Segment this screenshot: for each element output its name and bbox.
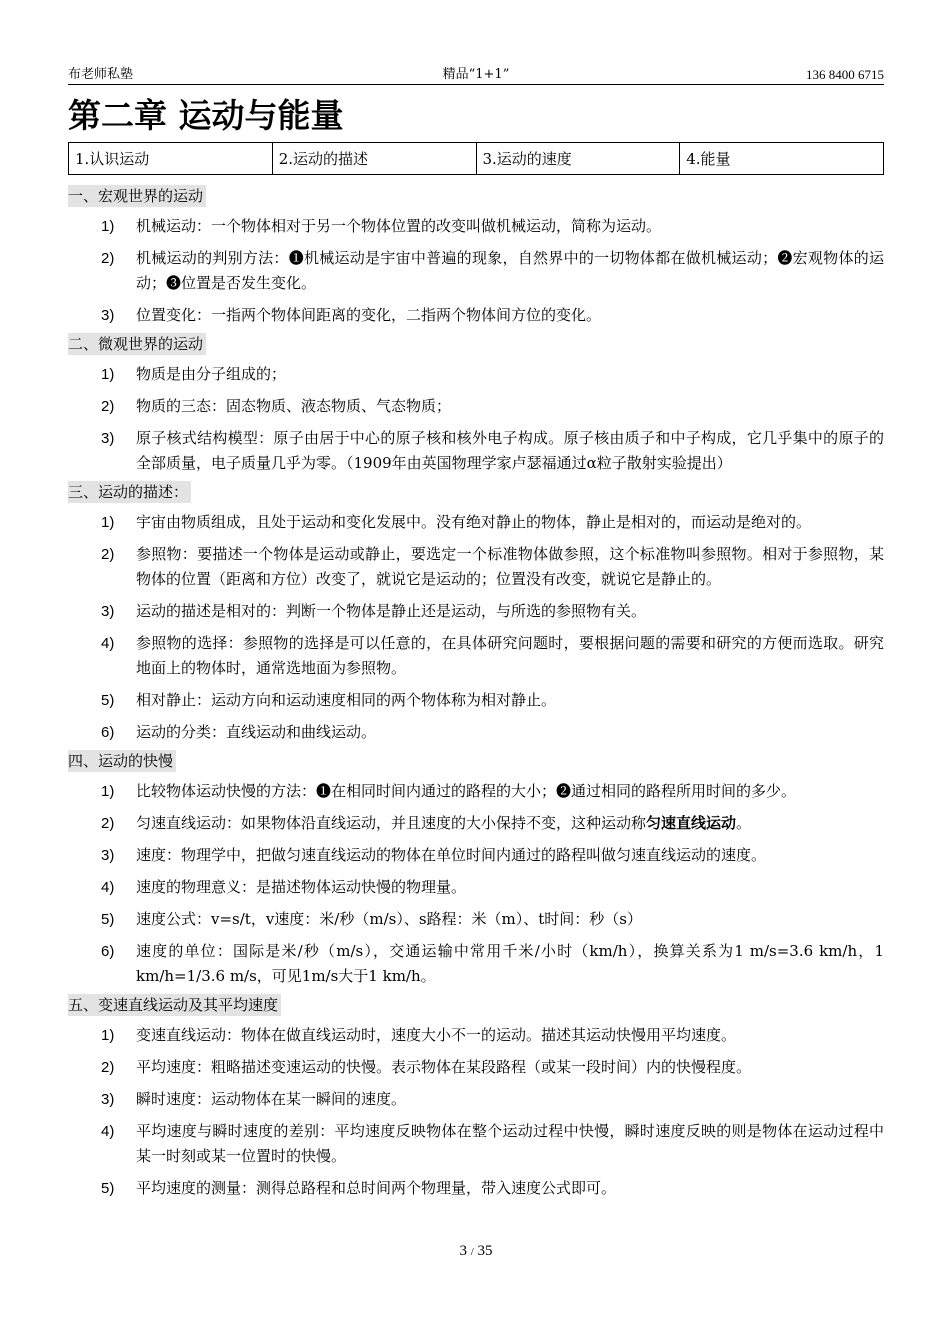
list-item [68,1119,884,1169]
section-heading: 五、变速直线运动及其平均速度 [68,994,281,1016]
item-number: 1) [101,1027,115,1044]
section-heading: 一、宏观世界的运动 [68,185,206,207]
item-number: 5) [101,1180,115,1197]
page-header [68,66,884,85]
toc-cell: 2.运动的描述 [272,143,476,175]
header-left: 布老师私塾 [68,67,134,82]
item-number: 4) [101,635,115,652]
list-item [68,631,884,681]
page-footer [68,1243,884,1260]
toc-cell: 4.能量 [680,143,884,175]
item-text: 速度：物理学中，把做匀速直线运动的物体在单位时间内通过的路程叫做匀速直线运动的速度。 [136,846,767,864]
list-item [68,426,884,476]
item-text: 速度的单位：国际是米/秒（m/s），交通运输中常用千米/小时（km/h），换算关系为1 m/s=3.6 km/h，1 km/h=1/3.6 m/s，可见1m/s大于1 km/h。 [136,942,884,985]
list-item [68,362,884,387]
page-separator: / [470,1246,474,1258]
section-heading: 二、微观世界的运动 [68,333,206,355]
item-number: 1) [101,218,115,235]
list-item [68,303,884,328]
list-item [68,510,884,535]
list-item [68,214,884,239]
bold-term: 匀速直线运动 [646,814,737,832]
item-text: 参照物的选择：参照物的选择是可以任意的，在具体研究问题时，要根据问题的需要和研究的方便而选取。研究地面上的物体时，通常选地面为参照物。 [136,634,884,677]
item-number: 1) [101,514,115,531]
item-number: 2) [101,815,115,832]
item-text-tail: 。 [736,814,752,832]
list-item [68,688,884,713]
item-text: 位置变化：一指两个物体间距离的变化，二指两个物体间方位的变化。 [136,306,602,324]
item-list [68,510,884,745]
item-text: 机械运动：一个物体相对于另一个物体位置的改变叫做机械运动，简称为运动。 [136,217,662,235]
chapter-toc-table [68,142,884,175]
item-number: 3) [101,603,115,620]
item-number: 3) [101,307,115,324]
page-number: 3 [459,1243,467,1259]
item-number: 3) [101,430,115,447]
item-number: 5) [101,692,115,709]
item-number: 2) [101,1059,115,1076]
header-center: 精品“1+1” [442,67,510,82]
list-item [68,907,884,932]
item-text: 宇宙由物质组成，且处于运动和变化发展中。没有绝对静止的物体，静止是相对的，而运动是绝对的。 [136,513,812,531]
item-text: 匀速直线运动：如果物体沿直线运动，并且速度的大小保持不变，这种运动称 [136,814,647,832]
item-text: 速度公式：v=s/t，v速度：米/秒（m/s）、s路程：米（m）、t时间：秒（s） [136,910,642,928]
list-item [68,599,884,624]
item-text: 瞬时速度：运动物体在某一瞬间的速度。 [136,1090,407,1108]
item-number: 3) [101,847,115,864]
item-text: 平均速度与瞬时速度的差别：平均速度反映物体在整个运动过程中快慢，瞬时速度反映的则是物体在运动过程中某一时刻或某一位置时的快慢。 [136,1122,884,1165]
list-item [68,394,884,419]
item-number: 2) [101,398,115,415]
list-item [68,542,884,592]
item-text: 运动的描述是相对的：判断一个物体是静止还是运动，与所选的参照物有关。 [136,602,647,620]
item-number: 4) [101,879,115,896]
item-text: 相对静止：运动方向和运动速度相同的两个物体称为相对静止。 [136,691,557,709]
item-text: 机械运动的判别方法：❶机械运动是宇宙中普遍的现象，自然界中的一切物体都在做机械运动；❷宏观物体的运动；❸位置是否发生变化。 [136,249,884,292]
item-number: 5) [101,911,115,928]
list-item [68,1176,884,1201]
item-number: 4) [101,1123,115,1140]
list-item [68,1055,884,1080]
item-text: 参照物：要描述一个物体是运动或静止，要选定一个标准物体做参照，这个标准物叫参照物。相对于参照物，某物体的位置（距离和方位）改变了，就说它是运动的；位置没有改变，就说它是静止的。 [136,545,884,588]
toc-cell: 3.运动的速度 [476,143,680,175]
list-item [68,720,884,745]
item-number: 6) [101,943,115,960]
list-item [68,875,884,900]
item-text: 变速直线运动：物体在做直线运动时，速度大小不一的运动。描述其运动快慢用平均速度。 [136,1026,737,1044]
item-list [68,362,884,476]
item-number: 1) [101,783,115,800]
item-text: 平均速度的测量：测得总路程和总时间两个物理量，带入速度公式即可。 [136,1179,617,1197]
item-number: 2) [101,546,115,563]
item-text: 速度的物理意义：是描述物体运动快慢的物理量。 [136,878,467,896]
item-number: 3) [101,1091,115,1108]
item-text: 原子核式结构模型：原子由居于中心的原子核和核外电子构成。原子核由质子和中子构成，它几乎集中的原子的全部质量，电子质量几乎为零。（1909年由英国物理学家卢瑟福通过α粒子散射实验提出） [136,429,884,472]
item-number: 2) [101,250,115,267]
chapter-title: 第二章 运动与能量 [68,96,344,135]
item-number: 6) [101,724,115,741]
item-text: 平均速度：粗略描述变速运动的快慢。表示物体在某段路程（或某一段时间）内的快慢程度。 [136,1058,752,1076]
content [68,180,884,1201]
list-item [68,939,884,989]
list-item [68,843,884,868]
item-list [68,1023,884,1201]
item-text: 物质的三态：固态物质、液态物质、气态物质； [136,397,452,415]
list-item [68,1087,884,1112]
item-list [68,779,884,989]
toc-cell: 1.认识运动 [69,143,273,175]
list-item [68,779,884,804]
item-text: 比较物体运动快慢的方法：❶在相同时间内通过的路程的大小；❷通过相同的路程所用时间的多少。 [136,782,797,800]
section-heading: 三、运动的描述： [68,481,191,503]
list-item [68,1023,884,1048]
section-heading: 四、运动的快慢 [68,750,176,772]
list-item [68,246,884,296]
header-right: 136 8400 6715 [806,67,884,82]
item-text: 物质是由分子组成的； [136,365,287,383]
page-total: 35 [477,1243,493,1259]
item-number: 1) [101,366,115,383]
item-list [68,214,884,328]
item-text: 运动的分类：直线运动和曲线运动。 [136,723,377,741]
list-item [68,811,884,836]
